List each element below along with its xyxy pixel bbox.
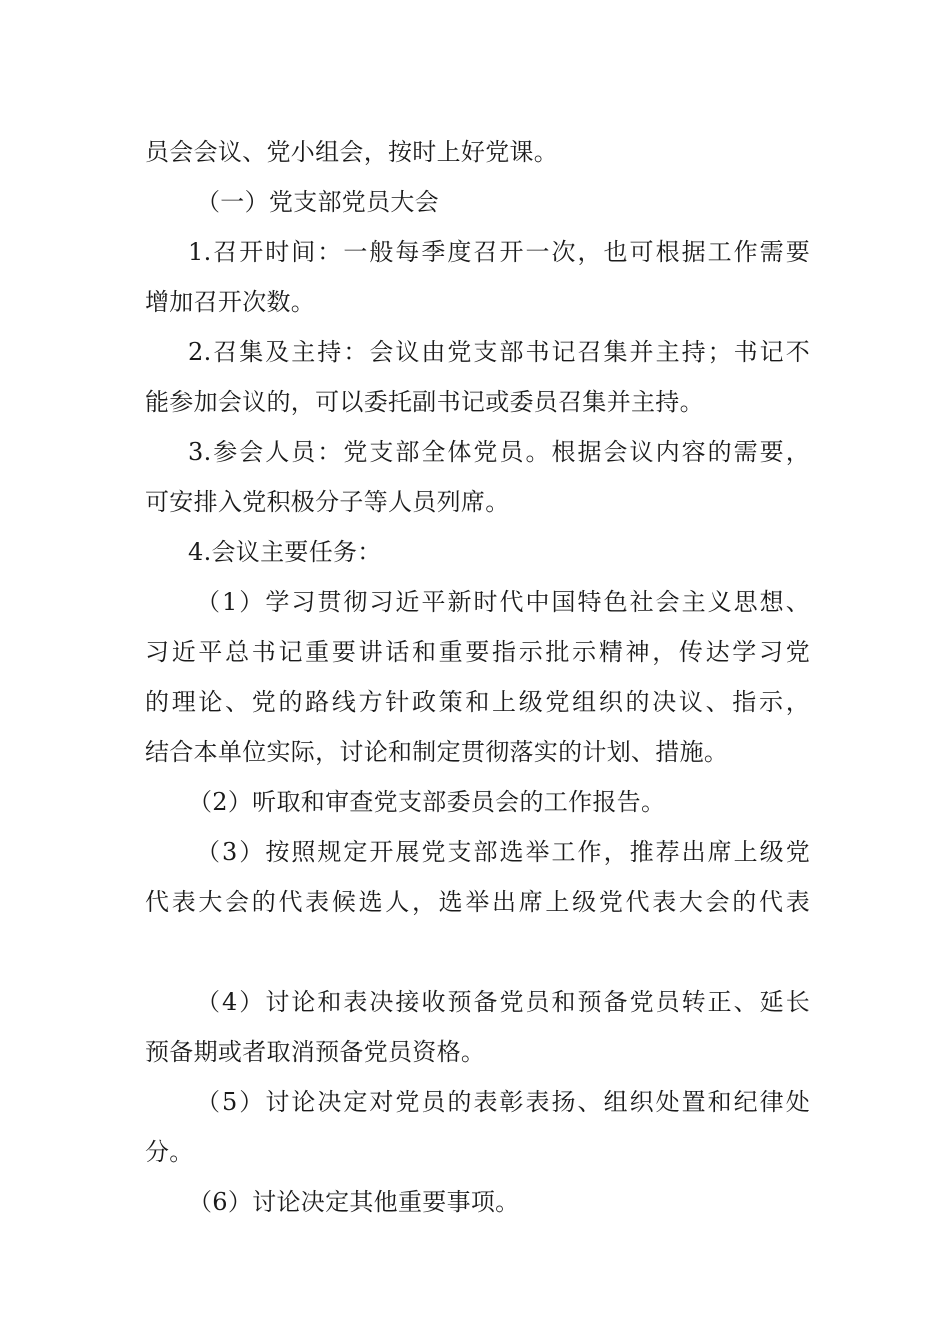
text-line: 员会会议、党小组会，按时上好党课。 [145,138,559,166]
text-line: 3.参会人员：党支部全体党员。根据会议内容的需要， [188,438,810,466]
text-line: 4.会议主要任务： [188,538,382,566]
text-line: 预备期或者取消预备党员资格。 [145,1038,486,1066]
text-line: 2.召集及主持：会议由党支部书记召集并主持；书记不 [188,338,810,366]
text-line: 可安排入党积极分子等人员列席。 [145,488,510,516]
text-line: 习近平总书记重要讲话和重要指示批示精神，传达学习党 [145,638,810,666]
text-line: 分。 [145,1138,194,1166]
section-heading: （一）党支部党员大会 [196,188,439,216]
text-line: （2）听取和审查党支部委员会的工作报告。 [188,788,666,816]
text-line: 能参加会议的，可以委托副书记或委员召集并主持。 [145,388,704,416]
text-line: 代表大会的代表候选人，选举出席上级党代表大会的代表 [145,888,810,916]
text-line: 结合本单位实际，讨论和制定贯彻落实的计划、措施。 [145,738,729,766]
text-line: 1.召开时间：一般每季度召开一次，也可根据工作需要 [188,238,810,266]
text-line: （1）学习贯彻习近平新时代中国特色社会主义思想、 [196,588,810,616]
text-line: （6）讨论决定其他重要事项。 [188,1188,520,1216]
text-line: 的理论、党的路线方针政策和上级党组织的决议、指示， [145,688,810,716]
text-line: （5）讨论决定对党员的表彰表扬、组织处置和纪律处 [196,1088,810,1116]
text-line: 增加召开次数。 [145,288,316,316]
text-line: （4）讨论和表决接收预备党员和预备党员转正、延长 [196,988,810,1016]
text-line: （3）按照规定开展党支部选举工作，推荐出席上级党 [196,838,810,866]
